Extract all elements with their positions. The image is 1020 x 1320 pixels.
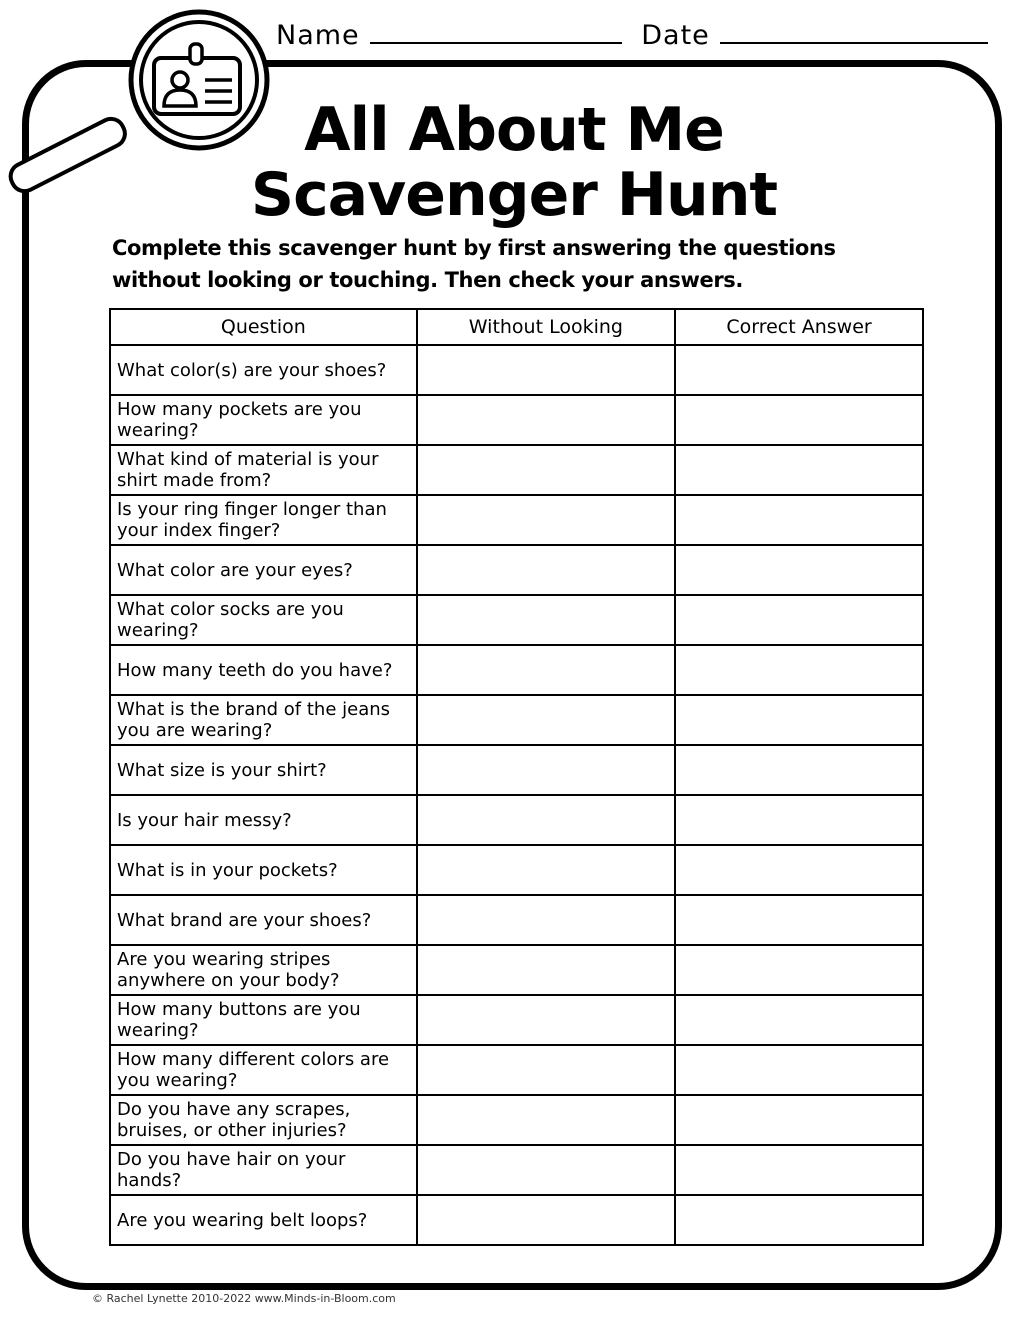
- correct-answer-cell[interactable]: [675, 845, 923, 895]
- question-cell: Are you wearing stripes anywhere on your body?: [110, 945, 417, 995]
- correct-answer-cell[interactable]: [675, 545, 923, 595]
- page-title-line-1: All About Me: [304, 95, 724, 165]
- table-row: [110, 1145, 923, 1195]
- question-cell: How many teeth do you have?: [110, 645, 417, 695]
- without-looking-answer-cell[interactable]: [417, 745, 675, 795]
- correct-answer-cell[interactable]: [675, 1145, 923, 1195]
- table-row: [110, 1195, 923, 1245]
- page-title-line-2: Scavenger Hunt: [250, 160, 778, 230]
- without-looking-answer-cell[interactable]: [417, 1145, 675, 1195]
- without-looking-answer-cell[interactable]: [417, 845, 675, 895]
- question-cell: Do you have hair on your hands?: [110, 1145, 417, 1195]
- question-cell: Is your hair messy?: [110, 795, 417, 845]
- copyright-footer: © Rachel Lynette 2010-2022 www.Minds-in-Bloom.com: [92, 1292, 396, 1305]
- instructions-line-1: Complete this scavenger hunt by first answering the questions: [112, 236, 836, 260]
- without-looking-answer-cell[interactable]: [417, 495, 675, 545]
- column-header-correct-answer: Correct Answer: [675, 309, 923, 345]
- correct-answer-cell[interactable]: [675, 1045, 923, 1095]
- table-header-row: [110, 309, 923, 345]
- without-looking-answer-cell[interactable]: [417, 695, 675, 745]
- table-row: [110, 745, 923, 795]
- column-header-question: Question: [110, 309, 417, 345]
- correct-answer-cell[interactable]: [675, 645, 923, 695]
- instructions-line-2: without looking or touching. Then check your answers.: [112, 268, 743, 292]
- question-cell: What brand are your shoes?: [110, 895, 417, 945]
- date-label: Date: [641, 20, 710, 51]
- table-row: [110, 995, 923, 1045]
- correct-answer-cell[interactable]: [675, 995, 923, 1045]
- without-looking-answer-cell[interactable]: [417, 795, 675, 845]
- question-cell: Is your ring finger longer than your index finger?: [110, 495, 417, 545]
- without-looking-answer-cell[interactable]: [417, 1195, 675, 1245]
- table-row: [110, 545, 923, 595]
- correct-answer-cell[interactable]: [675, 895, 923, 945]
- name-date-header: [276, 18, 988, 51]
- column-header-without-looking: Without Looking: [417, 309, 675, 345]
- question-cell: What is in your pockets?: [110, 845, 417, 895]
- without-looking-answer-cell[interactable]: [417, 895, 675, 945]
- date-blank[interactable]: [720, 18, 988, 44]
- without-looking-answer-cell[interactable]: [417, 595, 675, 645]
- without-looking-answer-cell[interactable]: [417, 1095, 675, 1145]
- table-row: [110, 595, 923, 645]
- correct-answer-cell[interactable]: [675, 395, 923, 445]
- name-label: Name: [276, 20, 360, 51]
- question-cell: What size is your shirt?: [110, 745, 417, 795]
- table-row: [110, 795, 923, 845]
- without-looking-answer-cell[interactable]: [417, 345, 675, 395]
- question-cell: Are you wearing belt loops?: [110, 1195, 417, 1245]
- table-row: [110, 845, 923, 895]
- without-looking-answer-cell[interactable]: [417, 1045, 675, 1095]
- table-row: [110, 1095, 923, 1145]
- table-row: [110, 945, 923, 995]
- table-row: [110, 695, 923, 745]
- correct-answer-cell[interactable]: [675, 945, 923, 995]
- table-row: [110, 895, 923, 945]
- question-cell: What color(s) are your shoes?: [110, 345, 417, 395]
- table-row: [110, 495, 923, 545]
- correct-answer-cell[interactable]: [675, 745, 923, 795]
- correct-answer-cell[interactable]: [675, 595, 923, 645]
- without-looking-answer-cell[interactable]: [417, 995, 675, 1045]
- question-cell: Do you have any scrapes, bruises, or other injuries?: [110, 1095, 417, 1145]
- correct-answer-cell[interactable]: [675, 1095, 923, 1145]
- without-looking-answer-cell[interactable]: [417, 645, 675, 695]
- correct-answer-cell[interactable]: [675, 345, 923, 395]
- question-cell: What color socks are you wearing?: [110, 595, 417, 645]
- table-row: [110, 1045, 923, 1095]
- correct-answer-cell[interactable]: [675, 795, 923, 845]
- question-cell: What color are your eyes?: [110, 545, 417, 595]
- instructions: [112, 232, 852, 296]
- correct-answer-cell[interactable]: [675, 445, 923, 495]
- table-row: [110, 395, 923, 445]
- name-blank[interactable]: [370, 18, 622, 44]
- table-row: [110, 445, 923, 495]
- scavenger-hunt-table: [109, 308, 924, 1246]
- without-looking-answer-cell[interactable]: [417, 445, 675, 495]
- question-cell: What is the brand of the jeans you are wearing?: [110, 695, 417, 745]
- without-looking-answer-cell[interactable]: [417, 545, 675, 595]
- question-cell: How many pockets are you wearing?: [110, 395, 417, 445]
- table-row: [110, 645, 923, 695]
- question-cell: What kind of material is your shirt made from?: [110, 445, 417, 495]
- question-cell: How many different colors are you wearing?: [110, 1045, 417, 1095]
- correct-answer-cell[interactable]: [675, 495, 923, 545]
- correct-answer-cell[interactable]: [675, 695, 923, 745]
- without-looking-answer-cell[interactable]: [417, 945, 675, 995]
- table-row: [110, 345, 923, 395]
- question-cell: How many buttons are you wearing?: [110, 995, 417, 1045]
- without-looking-answer-cell[interactable]: [417, 395, 675, 445]
- correct-answer-cell[interactable]: [675, 1195, 923, 1245]
